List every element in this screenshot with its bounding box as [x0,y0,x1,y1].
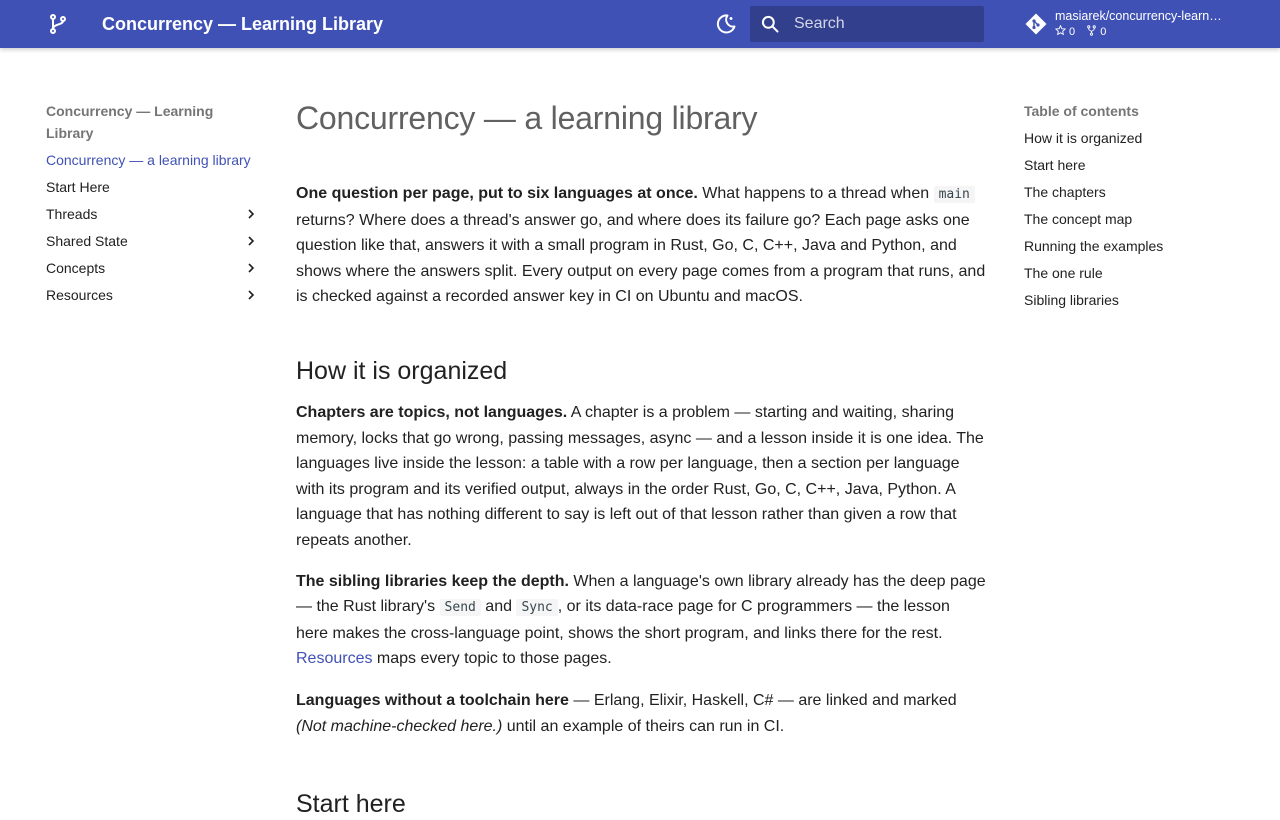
nav-item-concepts[interactable] [46,257,258,279]
chevron-right-icon [244,288,258,302]
toc-item[interactable]: The concept map [1024,211,1133,227]
section-heading-start-here: Start here [296,790,406,819]
nav-item-label: Start Here [46,179,110,195]
toc-item[interactable]: How it is organized [1024,130,1143,146]
main-content [296,96,986,820]
logo-icon[interactable] [46,12,70,36]
nav-item-threads[interactable] [46,203,258,225]
toc-item[interactable]: The one rule [1024,265,1103,281]
chevron-right-icon [244,261,258,275]
fork-icon [1086,25,1097,36]
toolchain-text-1: — Erlang, Elixir, Haskell, C# — are linked and marked [568,691,957,709]
resources-link[interactable]: Resources [296,650,373,668]
nav-item-start-here[interactable] [46,176,258,198]
intro-text-1: What happens to a thread when [697,185,934,202]
toolchain-paragraph [296,688,986,739]
primary-nav [46,100,258,311]
inline-code-sync: Sync [516,599,557,616]
sibling-text-4: maps every topic to those pages. [372,650,612,668]
intro-text-2: returns? Where does a thread's answer go, and where does its failure go? Each page asks one question like that, answers it with a small program in Rust, Go, C, C++, Java and Python, and shows where the answers split. Every output on every page comes from a program that runs, and is checked against a recorded answer key in CI on Ubuntu and macOS. [296,211,986,306]
star-icon [1055,25,1066,36]
site-title[interactable]: Concurrency — Learning Library [102,14,384,34]
repo-name: masiarek/concurrency-learn… [1055,9,1222,23]
sibling-text-2: and [480,598,517,616]
intro-lead: One question per page, put to six languages at once. [296,185,698,202]
nav-item-label: Concepts [46,260,106,276]
top-header [0,0,1280,48]
nav-item-resources[interactable] [46,284,258,306]
toc-title: Table of contents [1024,103,1139,119]
chapters-lead: Chapters are topics, not languages. [296,403,568,421]
toc-item[interactable]: Running the examples [1024,238,1164,254]
toolchain-lead: Languages without a toolchain here [296,691,569,709]
chevron-right-icon [244,207,258,221]
chevron-right-icon [244,234,258,248]
stars-count: 0 [1069,26,1076,38]
nav-item-label: Resources [46,287,113,303]
nav-item-label: Threads [46,206,98,222]
repo-stars [1055,25,1075,39]
nav-item-shared-state[interactable] [46,230,258,252]
inline-code-main: main [934,186,975,203]
inline-code-send: Send [440,599,481,616]
git-icon [1024,12,1048,36]
dark-mode-toggle-icon[interactable] [714,12,738,36]
search-box[interactable] [750,6,984,42]
repo-facts [1055,25,1114,39]
search-input[interactable] [794,6,980,42]
forks-count: 0 [1100,26,1107,38]
nav-title: Concurrency — Learning Library [46,103,214,141]
not-checked-note: (Not machine-checked here.) [296,717,503,735]
search-icon [760,14,780,34]
table-of-contents [1024,100,1244,316]
toc-item[interactable]: The chapters [1024,184,1106,200]
sibling-paragraph [296,569,986,672]
chapters-text: A chapter is a problem — starting and waiting, sharing memory, locks that go wrong, passing messages, async — and a lesson inside it is one idea. The languages live inside the lesson: a table with a row per language, then a section per language with its program and its verified output, always in the order Rust, Go, C, C++, Java, Python. A language that has nothing different to say is left out of that lesson rather than given a row that repeats another. [296,403,984,549]
nav-item-label: Shared State [46,233,128,249]
sibling-text-3: , or its data-race page for C programmers — the lesson here makes the cross-language point, shows the short program, and links there for the rest. [296,598,950,642]
intro-paragraph [296,181,986,310]
toolchain-text-2: until an example of theirs can run in CI. [502,717,785,735]
nav-item-label: Concurrency — a learning library [46,152,251,168]
sibling-text-1: When a language's own library already has the deep page — the Rust library's [296,572,986,616]
page-title: Concurrency — a learning library [296,100,758,136]
repo-link[interactable] [1024,8,1234,42]
repo-forks [1086,25,1106,39]
toc-item[interactable]: Sibling libraries [1024,292,1119,308]
section-heading-organized: How it is organized [296,356,508,385]
chapters-paragraph [296,400,986,554]
sibling-lead: The sibling libraries keep the depth. [296,572,569,590]
nav-item-home[interactable] [46,149,258,171]
toc-item[interactable]: Start here [1024,157,1086,173]
